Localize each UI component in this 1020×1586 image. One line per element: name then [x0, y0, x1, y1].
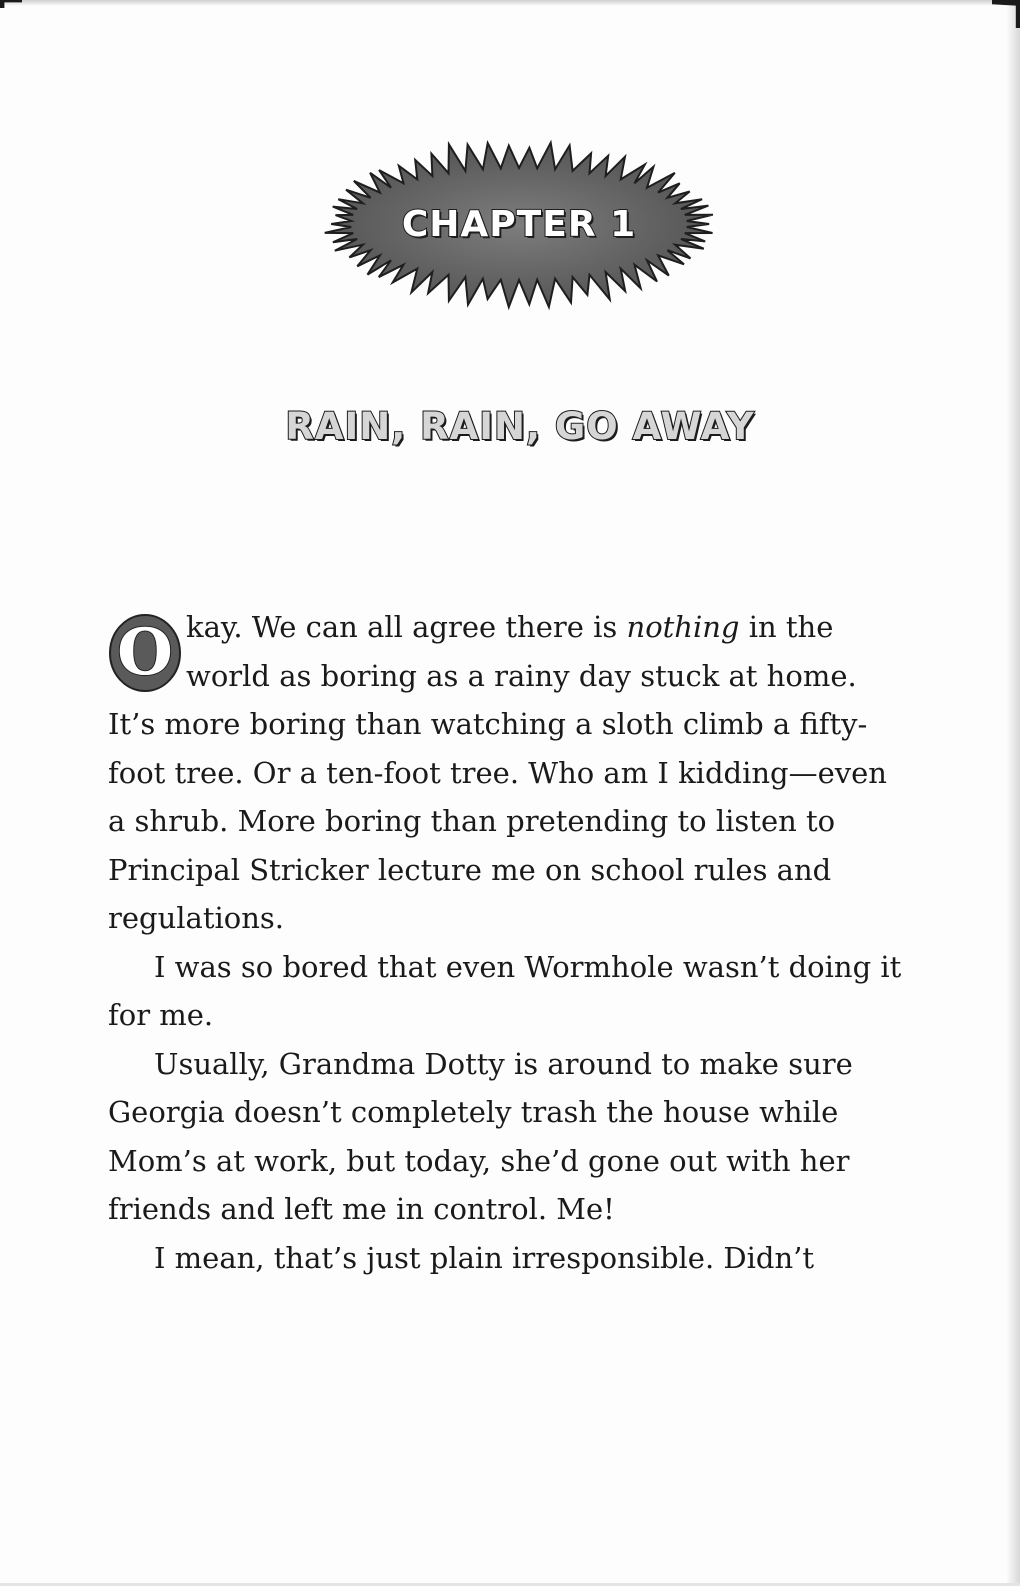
paragraph-2: I was so bored that even Wormhole wasn’t doing it for me. — [108, 949, 902, 1032]
paragraph-4: I mean, that’s just plain irresponsible. Didn’t — [154, 1240, 815, 1275]
paragraph-1-start: kay. We can all agree there is — [186, 610, 627, 644]
chapter-number: CHAPTER 1 — [401, 204, 637, 245]
page-top-edge — [0, 0, 1020, 6]
page-right-edge — [1006, 0, 1020, 1586]
paragraph-1-rest: in the world as boring as a rainy day stuck at home. It’s more boring than watching a sloth climb a fifty-foot tree. Or a ten-foot tree. Who am I kidding—even a shrub. More boring than pretending to listen to Principal Stricker lecture me on school rules and regulations. — [108, 610, 887, 935]
paragraph-1-emphasis: nothing — [626, 610, 740, 644]
chapter-body — [108, 603, 908, 1282]
drop-cap — [108, 613, 182, 693]
drop-cap-letter: O — [117, 615, 173, 690]
paragraph-1 — [108, 603, 908, 943]
chapter-title: RAIN, RAIN, GO AWAY — [285, 405, 755, 448]
paragraph-3: Usually, Grandma Dotty is around to make sure Georgia doesn’t completely trash the house while Mom’s at work, but today, she’d gone out with her friends and left me in control. Me! — [108, 1046, 853, 1226]
